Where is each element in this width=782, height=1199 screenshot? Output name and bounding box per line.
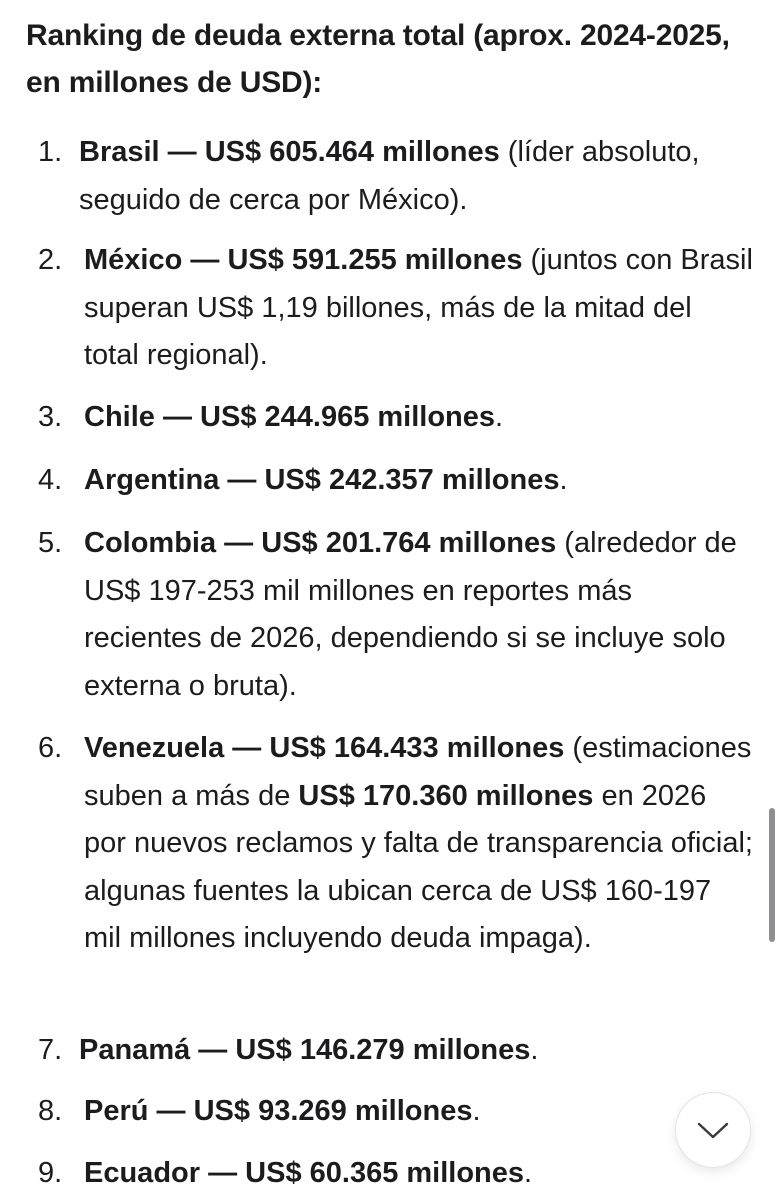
item-note-continued: en 2026 por nuevos reclamos y falta de transparencia oficial; algunas fuentes la ubican cerca de US$ 160-197 mil millones incluyendo deuda impaga). (84, 779, 753, 954)
country-name: Brasil (79, 136, 160, 168)
separator: — (182, 244, 228, 276)
item-text (84, 1088, 754, 1136)
item-note: . (495, 401, 504, 433)
item-note: (alrededor de US$ 197-253 mil millones en reportes más recientes de 2026, dependiendo si se incluye solo externa o bruta). (84, 527, 737, 702)
separator: — (224, 732, 270, 764)
country-name: Argentina (84, 464, 220, 496)
debt-amount: US$ 201.764 millones (261, 527, 557, 559)
item-note: . (524, 1157, 533, 1189)
item-number: 3. (38, 401, 63, 433)
item-number: 8. (38, 1095, 63, 1127)
separator: — (219, 464, 265, 496)
country-name: Colombia (84, 527, 217, 559)
separator: — (190, 1034, 236, 1066)
section-heading: Ranking de deuda externa total (aprox. 2024-2025, en millones de USD): (26, 19, 730, 99)
debt-amount: US$ 591.255 millones (227, 244, 523, 276)
debt-amount: US$ 242.357 millones (264, 464, 560, 496)
item-note: . (559, 464, 568, 496)
item-number: 4. (38, 464, 63, 496)
debt-amount: US$ 164.433 millones (269, 732, 565, 764)
debt-amount: US$ 605.464 millones (204, 136, 500, 168)
item-number: 7. (38, 1034, 63, 1066)
debt-amount: US$ 244.965 millones (200, 401, 496, 433)
scrollbar[interactable] (769, 808, 775, 942)
country-name: México (84, 244, 183, 276)
item-text (84, 394, 754, 442)
country-name: Venezuela (84, 732, 225, 764)
country-name: Chile (84, 401, 155, 433)
item-number: 5. (38, 527, 63, 559)
item-number: 1. (38, 136, 63, 168)
debt-amount: US$ 93.269 millones (193, 1095, 473, 1127)
chevron-down-icon (696, 1120, 730, 1140)
separator: — (154, 401, 201, 433)
item-note: (juntos con Brasil superan US$ 1,19 billones, más de la mitad del total regional). (84, 244, 753, 371)
country-name: Ecuador (84, 1157, 201, 1189)
item-note: . (472, 1095, 481, 1127)
item-text (84, 520, 754, 710)
item-text (84, 1150, 754, 1198)
item-text (84, 457, 754, 505)
item-text (79, 1027, 749, 1075)
item-text (79, 129, 749, 224)
country-name: Panamá (79, 1034, 191, 1066)
item-number: 6. (38, 732, 63, 764)
separator: — (159, 136, 205, 168)
item-note: (estimaciones suben a más de (84, 732, 752, 812)
item-text (84, 237, 754, 380)
country-name: Perú (84, 1095, 149, 1127)
item-number: 9. (38, 1157, 63, 1189)
debt-amount: US$ 60.365 millones (245, 1157, 525, 1189)
item-text (84, 725, 754, 963)
debt-amount: US$ 146.279 millones (235, 1034, 531, 1066)
item-number: 2. (38, 244, 63, 276)
estimate-amount: US$ 170.360 millones (298, 779, 594, 812)
scroll-to-bottom-button[interactable] (676, 1093, 750, 1167)
separator: — (148, 1095, 194, 1127)
item-note: (líder absoluto, seguido de cerca por México). (79, 136, 700, 216)
separator: — (216, 527, 262, 559)
separator: — (200, 1157, 246, 1189)
item-note: . (530, 1034, 539, 1066)
